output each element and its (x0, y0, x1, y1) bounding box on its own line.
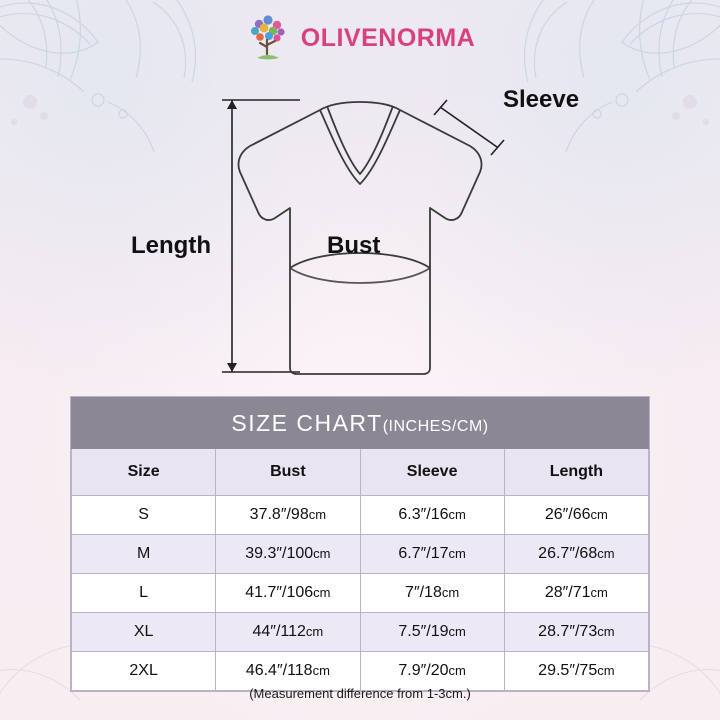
cell-bust-unit: cm (313, 585, 331, 600)
cell-sleeve-unit: cm (448, 546, 466, 561)
cell-length (504, 496, 648, 535)
cell-length (504, 652, 648, 691)
size-chart-table (70, 396, 650, 692)
cell-length-unit: cm (597, 663, 615, 678)
cell-sleeve-value: 7.9″/20 (398, 662, 449, 679)
cell-bust-value: 39.3″/100 (245, 545, 314, 562)
cell-length-unit: cm (597, 624, 615, 639)
cell-bust (216, 535, 360, 574)
cell-length-unit: cm (597, 546, 615, 561)
column-header-size: Size (72, 449, 216, 496)
cell-bust-unit: cm (308, 507, 327, 522)
cell-length-value: 29.5″/75 (538, 662, 598, 679)
cell-size: L (72, 574, 216, 613)
table-row (72, 574, 649, 613)
cell-length-unit: cm (590, 507, 608, 522)
garment-illustration (0, 72, 720, 392)
cell-length-value: 28″/71 (544, 584, 591, 601)
cell-sleeve-unit: cm (448, 624, 466, 639)
cell-sleeve-unit: cm (448, 663, 466, 678)
table-title-units: (INCHES/CM) (382, 417, 489, 435)
cell-bust-value: 41.7″/106 (245, 584, 314, 601)
sleeve-measure-line (434, 100, 504, 155)
table-title (72, 398, 649, 449)
brand-name: OLIVENORMA (300, 23, 476, 52)
table-row (72, 496, 649, 535)
cell-bust-unit: cm (305, 624, 324, 639)
cell-sleeve (360, 652, 504, 691)
cell-sleeve-value: 7″/18 (405, 584, 442, 601)
cell-bust (216, 613, 360, 652)
label-length: Length (131, 232, 211, 259)
label-sleeve: Sleeve (503, 86, 580, 113)
cell-length (504, 613, 648, 652)
cell-length-value: 26.7″/68 (538, 545, 598, 562)
cell-sleeve-value: 7.5″/19 (398, 623, 449, 640)
brand-logo (0, 14, 720, 62)
cell-size: 2XL (72, 652, 216, 691)
cell-length-value: 28.7″/73 (538, 623, 598, 640)
cell-sleeve-unit: cm (448, 507, 466, 522)
cell-sleeve (360, 613, 504, 652)
cell-length-unit: cm (590, 585, 608, 600)
column-header-bust: Bust (216, 449, 360, 496)
tree-logo-icon (245, 14, 291, 62)
cell-size: M (72, 535, 216, 574)
cell-sleeve (360, 535, 504, 574)
table-row (72, 652, 649, 691)
table-row (72, 613, 649, 652)
cell-sleeve (360, 496, 504, 535)
cell-sleeve-unit: cm (441, 585, 460, 600)
cell-bust-value: 37.8″/98 (249, 506, 309, 523)
column-header-sleeve: Sleeve (360, 449, 504, 496)
cell-sleeve-value: 6.7″/17 (398, 545, 449, 562)
cell-length (504, 574, 648, 613)
cell-sleeve (360, 574, 504, 613)
cell-bust-unit: cm (312, 663, 330, 678)
cell-bust (216, 652, 360, 691)
cell-bust-value: 44″/112 (252, 623, 306, 640)
label-bust: Bust (327, 232, 381, 259)
table-title-text: SIZE CHART (231, 409, 383, 436)
cell-sleeve-value: 6.3″/16 (398, 506, 449, 523)
table-row (72, 535, 649, 574)
cell-size: S (72, 496, 216, 535)
table-header-row (72, 449, 649, 496)
cell-bust (216, 574, 360, 613)
cell-length (504, 535, 648, 574)
column-header-length: Length (504, 449, 648, 496)
cell-size: XL (72, 613, 216, 652)
cell-bust-value: 46.4″/118 (245, 662, 313, 679)
cell-bust-unit: cm (313, 546, 331, 561)
cell-length-value: 26″/66 (544, 506, 591, 523)
measurement-note: (Measurement difference from 1-3cm.) (249, 686, 471, 701)
cell-bust (216, 496, 360, 535)
